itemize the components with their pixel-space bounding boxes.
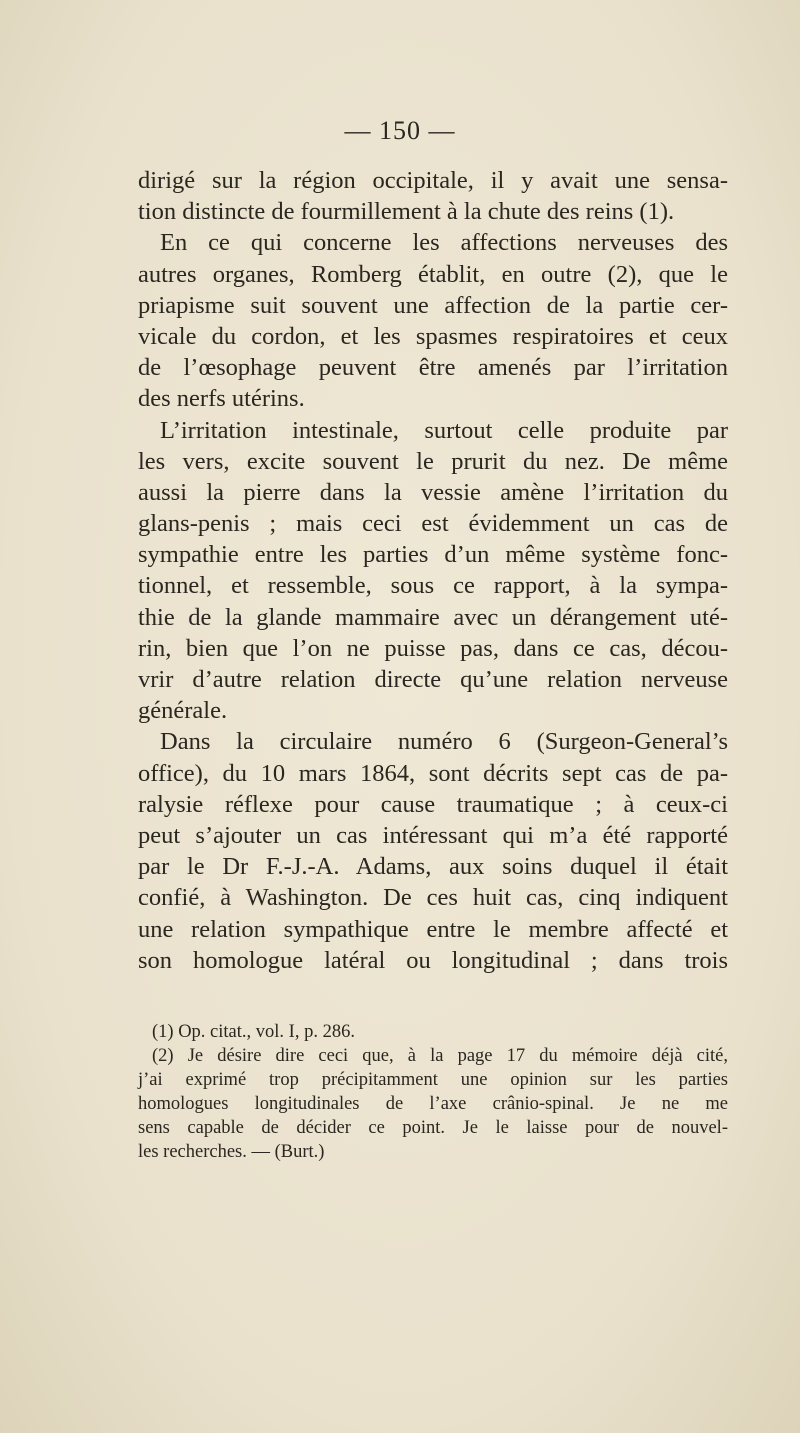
text-line: ralysie réflexe pour cause traumatique ; à ceux-ci bbox=[138, 790, 728, 818]
text-line: tionnel, et ressemble, sous ce rapport, à la sympa- bbox=[138, 572, 728, 600]
text-line: générale. bbox=[138, 697, 228, 725]
main-text bbox=[138, 165, 728, 976]
page-number: — 150 — bbox=[344, 116, 456, 145]
text-line: priapisme suit souvent une affection de la partie cer- bbox=[138, 291, 728, 319]
text-line: des nerfs utérins. bbox=[138, 385, 305, 413]
text-line: tion distincte de fourmillement à la chute des reins (1). bbox=[138, 198, 675, 226]
footnote-line: (1) Op. citat., vol. I, p. 286. bbox=[152, 1022, 355, 1042]
text-line: thie de la glande mammaire avec un dérangement uté- bbox=[138, 603, 728, 631]
text-line: peut s’ajouter un cas intéressant qui m’a été rapporté bbox=[138, 821, 728, 849]
footnote-line: j’ai exprimé trop précipitamment une opinion sur les parties bbox=[138, 1070, 728, 1090]
text-line: rin, bien que l’on ne puisse pas, dans ce cas, décou- bbox=[138, 634, 728, 662]
text-line: vicale du cordon, et les spasmes respiratoires et ceux bbox=[138, 322, 728, 350]
text-line: de l’œsophage peuvent être amenés par l’irritation bbox=[138, 354, 728, 382]
text-line: confié, à Washington. De ces huit cas, cinq indiquent bbox=[138, 884, 728, 912]
text-line: les vers, excite souvent le prurit du nez. De même bbox=[138, 447, 728, 475]
text-line: par le Dr F.-J.-A. Adams, aux soins duquel il était bbox=[138, 853, 728, 881]
text-line: son homologue latéral ou longitudinal ; dans trois bbox=[138, 946, 728, 974]
footnote-line: les recherches. — (Burt.) bbox=[138, 1142, 325, 1162]
footnotes bbox=[138, 1020, 728, 1164]
footnote-line: sens capable de décider ce point. Je le laisse pour de nouvel- bbox=[138, 1118, 728, 1138]
text-line: une relation sympathique entre le membre affecté et bbox=[138, 915, 728, 943]
text-line: office), du 10 mars 1864, sont décrits sept cas de pa- bbox=[138, 759, 728, 787]
text-line: vrir d’autre relation directe qu’une relation nerveuse bbox=[138, 666, 728, 693]
text-line: En ce qui concerne les affections nerveuses des bbox=[160, 229, 728, 257]
footnote-line: homologues longitudinales de l’axe crânio-spinal. Je ne me bbox=[138, 1094, 728, 1114]
text-line: L’irritation intestinale, surtout celle produite par bbox=[160, 416, 728, 444]
text-line: aussi la pierre dans la vessie amène l’irritation du bbox=[138, 478, 728, 506]
text-line: Dans la circulaire numéro 6 (Surgeon-General’s bbox=[160, 728, 728, 756]
text-line: dirigé sur la région occipitale, il y avait une sensa- bbox=[138, 167, 728, 194]
text-line: sympathie entre les parties d’un même système fonc- bbox=[138, 541, 728, 569]
text-line: autres organes, Romberg établit, en outre (2), que le bbox=[138, 260, 728, 288]
footnote-line: (2) Je désire dire ceci que, à la page 17 du mémoire déjà cité, bbox=[152, 1046, 728, 1066]
text-line: glans-penis ; mais ceci est évidemment un cas de bbox=[138, 510, 728, 538]
